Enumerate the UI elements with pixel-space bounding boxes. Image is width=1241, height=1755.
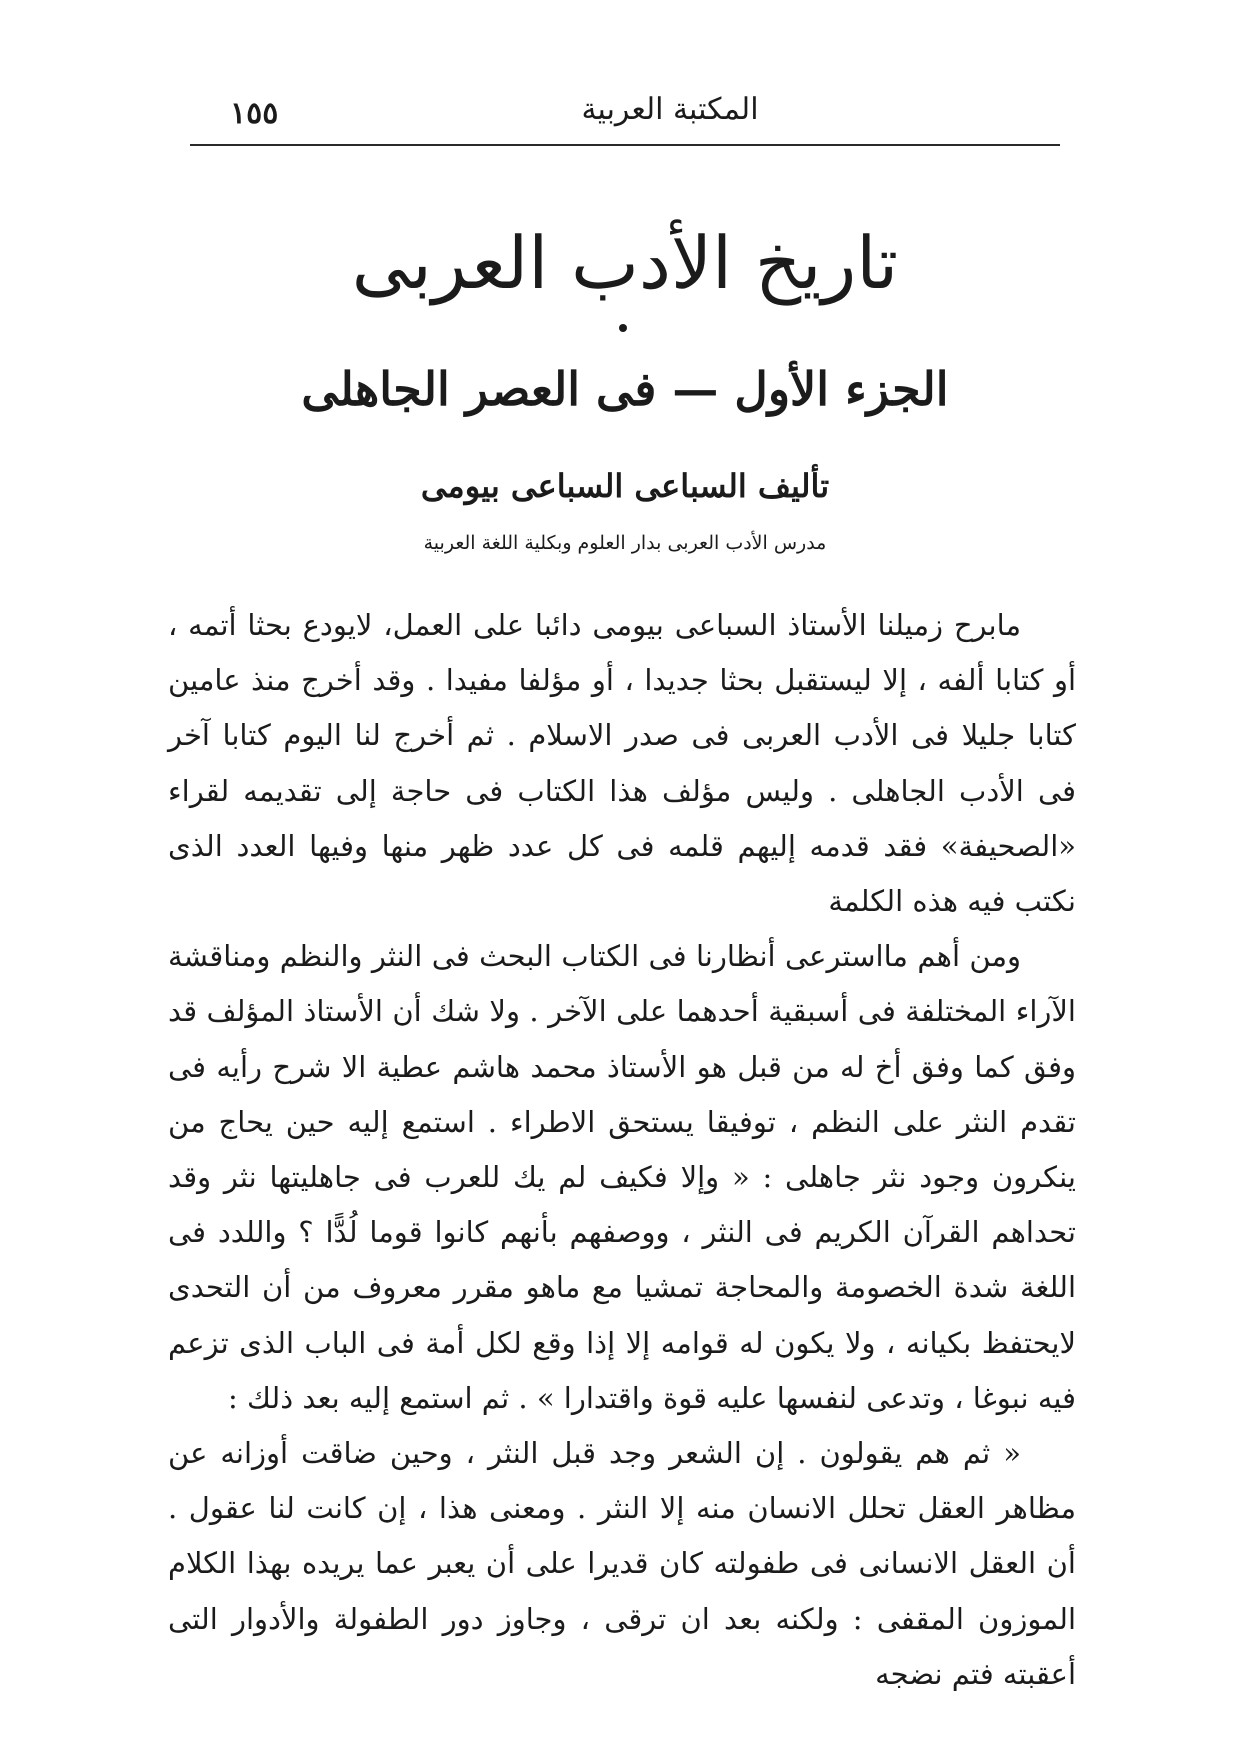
body-paragraph: « ثم هم يقولون . إن الشعر وجد قبل النثر ، وحين ضاقت أوزانه عن مظاهر العقل تحلل الانسان منه إلا النثر . ومعنى هذا ، إن كانت لنا عقول . أن العقل الانسانى فى طفولته كان قديرا على أن يعبر عما يريده بهذا الكلام الموزون المقفى : ولكنه بعد ان ترقى ، وجاوز دور الطفولة والأدوار التى أعقبته فتم نضجه xyxy=(168,1436,1076,1691)
article-title: تاريخ الأدب العربى xyxy=(351,221,899,305)
header-rule xyxy=(190,144,1060,146)
body-paragraph: مابرح زميلنا الأستاذ السباعى بيومى دائبا على العمل، لايودع بحثا أتمه ، أو كتابا ألفه ، إلا ليستقبل بحثا جديدا ، أو مؤلفا مفيدا . وقد أخرج منذ عامين كتابا جليلا فى الأدب العربى فى صدر الاسلام . ثم أخرج لنا اليوم كتابا آخر فى الأدب الجاهلى . وليس مؤلف هذا الكتاب فى حاجة إلى تقديمه لقراء «الصحيفة» فقد قدمه إليهم قلمه فى كل عدد ظهر منها وفيها العدد الذى نكتب فيه هذه الكلمة xyxy=(168,608,1076,919)
body-paragraph: ومن أهم مااسترعى أنظارنا فى الكتاب البحث فى النثر والنظم ومناقشة الآراء المختلفة فى أسبقية أحدهما على الآخر . ولا شك أن الأستاذ المؤلف قد وفق كما وفق أخ له من قبل هو الأستاذ محمد هاشم عطية الا شرح رأيه فى تقدم النثر على النظم ، توفيقا يستحق الاطراء . استمع إليه حين يحاج من ينكرون وجود نثر جاهلى : « وإلا فكيف لم يك للعرب فى جاهليتها نثر وقد تحداهم القرآن الكريم فى النثر ، ووصفهم بأنهم كانوا قوما لُدًّا ؟ واللدد فى اللغة شدة الخصومة والمحاجة تمشيا مع ماهو مقرر معروف من أن التحدى لايحتفظ بكيانه ، ولا يكون له قوامه إلا إذا وقع لكل أمة فى الباب الذى تزعم فيه نبوغا ، وتدعى لنفسها عليه قوة واقتدارا » . ثم استمع إليه بعد ذلك : xyxy=(168,939,1076,1415)
running-header xyxy=(190,86,1060,136)
author-role: مدرس الأدب العربى بدار العلوم وبكلية اللغة العربية xyxy=(423,532,827,554)
article-body xyxy=(168,598,1076,1702)
title-ornament-dot xyxy=(619,324,627,332)
page-number: ١٥٥ xyxy=(230,96,279,131)
article-subtitle: الجزء الأول — فى العصر الجاهلى xyxy=(301,362,949,416)
author-line: تأليف السباعى السباعى بيومى xyxy=(420,467,830,505)
journal-name: المكتبة العربية xyxy=(581,92,759,127)
